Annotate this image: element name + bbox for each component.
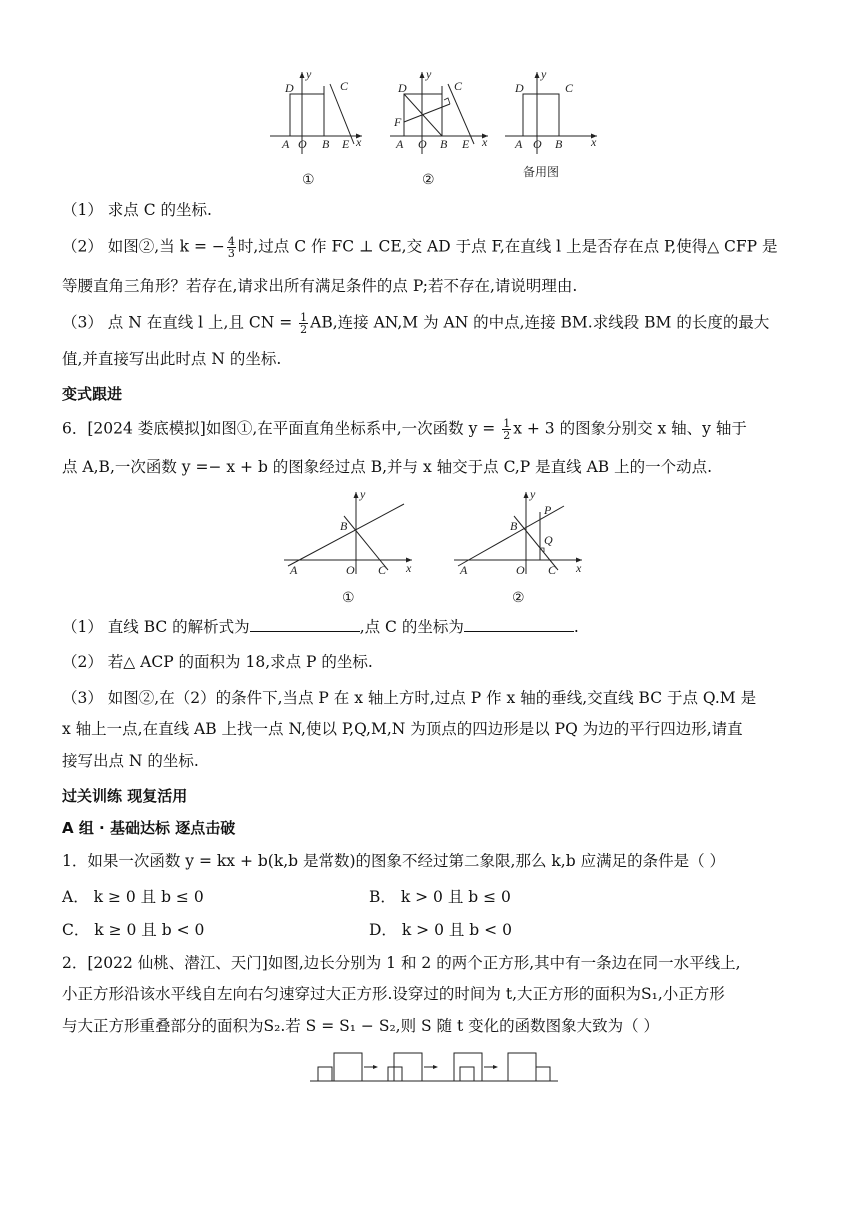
q6-figure-2	[454, 487, 582, 606]
svg-text:A: A	[460, 563, 468, 577]
svg-text:y: y	[541, 67, 547, 81]
svg-text:备用图: 备用图	[523, 165, 560, 179]
fraction-1-2: $\frac{1}{2}$	[300, 311, 308, 336]
svg-text:B: B	[555, 137, 563, 151]
fraction-1-2-q6: $\frac{1}{2}$	[503, 417, 511, 442]
svg-text:F: F	[394, 115, 402, 129]
svg-text:x: x	[591, 135, 597, 149]
fraction-4-3: $\frac{4}{3}$	[227, 235, 235, 260]
q5-part2-line2: 等腰直角三角形？若存在,请求出所有满足条件的点 P;若不存在,请说明理由.	[62, 277, 578, 295]
q5-part2-line1: （2） 如图②,当 k = − $\frac{4}{3}$ 时,过点 C 作 FC ⊥ CE,交 AD 于点 F,在直线 l 上是否存在点 P,使得△ CFP 是	[62, 235, 778, 260]
svg-text:B: B	[510, 519, 518, 533]
svg-text:O: O	[516, 563, 525, 577]
svg-text:B: B	[322, 137, 330, 151]
svg-text:A: A	[515, 137, 523, 151]
q2-squares-figure	[310, 1048, 560, 1084]
svg-text:②: ②	[512, 591, 525, 606]
figure-2	[390, 67, 488, 188]
q1-option-b[interactable]: B． k > 0 且 b ≤ 0	[369, 888, 511, 906]
q1-stem: 1．如果一次函数 y = kx + b(k,b 是常数)的图象不经过第二象限,那么 k,b 应满足的条件是（ ）	[62, 852, 725, 870]
q1-option-a[interactable]: A． k ≥ 0 且 b ≤ 0	[62, 888, 204, 906]
svg-text:①: ①	[302, 173, 315, 188]
svg-text:x: x	[482, 135, 488, 149]
svg-text:x: x	[356, 135, 362, 149]
q5-part3-line2: 值,并直接写出此时点 N 的坐标.	[62, 350, 282, 368]
q6-line2: 点 A,B,一次函数 y =− x + b 的图象经过点 B,并与 x 轴交于点 C,P 是直线 AB 上的一个动点.	[62, 458, 713, 476]
svg-text:P: P	[544, 503, 552, 517]
svg-text:D: D	[285, 81, 294, 95]
svg-text:D: D	[515, 81, 524, 95]
q6-part3-line1: （3） 如图②,在（2）的条件下,当点 P 在 x 轴上方时,过点 P 作 x 轴的垂线,交直线 BC 于点 Q.M 是	[62, 689, 757, 707]
q2-line3: 与大正方形重叠部分的面积为S₂.若 S = S₁ − S₂,则 S 随 t 变化的函数图象大致为（ ）	[62, 1017, 660, 1035]
svg-text:D: D	[398, 81, 407, 95]
svg-text:C: C	[548, 563, 557, 577]
svg-text:O: O	[298, 137, 307, 151]
q6-figures	[278, 486, 598, 606]
svg-text:O: O	[346, 563, 355, 577]
figure-1	[270, 67, 362, 188]
q2-line2: 小正方形沿该水平线自左向右匀速穿过大正方形.设穿过的时间为 t,大正方形的面积为S₁,小正方形	[62, 985, 725, 1003]
svg-text:B: B	[340, 519, 348, 533]
svg-text:A: A	[290, 563, 298, 577]
answer-blank-1[interactable]	[250, 617, 360, 632]
answer-blank-2[interactable]	[464, 617, 574, 632]
svg-text:O: O	[418, 137, 427, 151]
svg-text:y: y	[426, 67, 432, 81]
svg-text:x: x	[406, 561, 412, 575]
section-heading-variant: 变式跟进	[62, 385, 123, 403]
q6-figure-1	[284, 487, 412, 606]
section-heading-training: 过关训练 现复活用	[62, 787, 188, 805]
svg-text:O: O	[533, 137, 542, 151]
svg-text:C: C	[565, 81, 574, 95]
svg-text:E: E	[342, 137, 350, 151]
svg-text:x: x	[576, 561, 582, 575]
q6-part1: （1） 直线 BC 的解析式为 ,点 C 的坐标为 .	[62, 618, 579, 636]
svg-text:B: B	[440, 137, 448, 151]
q6-part2: （2） 若△ ACP 的面积为 18,求点 P 的坐标.	[62, 653, 373, 671]
svg-text:②: ②	[422, 173, 435, 188]
q6-part3-line3: 接写出点 N 的坐标.	[62, 752, 199, 770]
q1-option-c[interactable]: C． k ≥ 0 且 b < 0	[62, 921, 205, 939]
svg-text:Q: Q	[544, 533, 553, 547]
svg-text:A: A	[282, 137, 290, 151]
svg-text:E: E	[462, 137, 470, 151]
svg-text:A: A	[396, 137, 404, 151]
q5-part3-line1: （3） 点 N 在直线 l 上,且 CN = $\frac{1}{2}$ AB,连接 AN,M 为 AN 的中点,连接 BM.求线段 BM 的长度的最大	[62, 311, 770, 336]
q5-part1: （1） 求点 C 的坐标.	[62, 201, 212, 219]
svg-text:y: y	[530, 487, 536, 501]
svg-text:C: C	[454, 79, 463, 93]
section-heading-group-a: A 组 · 基础达标 逐点击破	[62, 819, 236, 837]
q6-line1: 6．[2024 娄底模拟]如图①,在平面直角坐标系中,一次函数 y = $\frac{1}{2}$ x + 3 的图象分别交 x 轴、y 轴于	[62, 417, 747, 442]
q6-part3-line2: x 轴上一点,在直线 AB 上找一点 N,使以 P,Q,M,N 为顶点的四边形是以 PQ 为边的平行四边形,请直	[62, 720, 743, 738]
svg-text:C: C	[378, 563, 387, 577]
svg-text:C: C	[340, 79, 349, 93]
q2-line1: 2．[2022 仙桃、潜江、天门]如图,边长分别为 1 和 2 的两个正方形,其中有一条边在同一水平线上,	[62, 954, 741, 972]
q1-option-d[interactable]: D． k > 0 且 b < 0	[369, 921, 512, 939]
svg-text:①: ①	[342, 591, 355, 606]
figure-3	[505, 67, 597, 179]
svg-text:y: y	[306, 67, 312, 81]
svg-text:y: y	[360, 487, 366, 501]
top-figures	[262, 64, 602, 194]
